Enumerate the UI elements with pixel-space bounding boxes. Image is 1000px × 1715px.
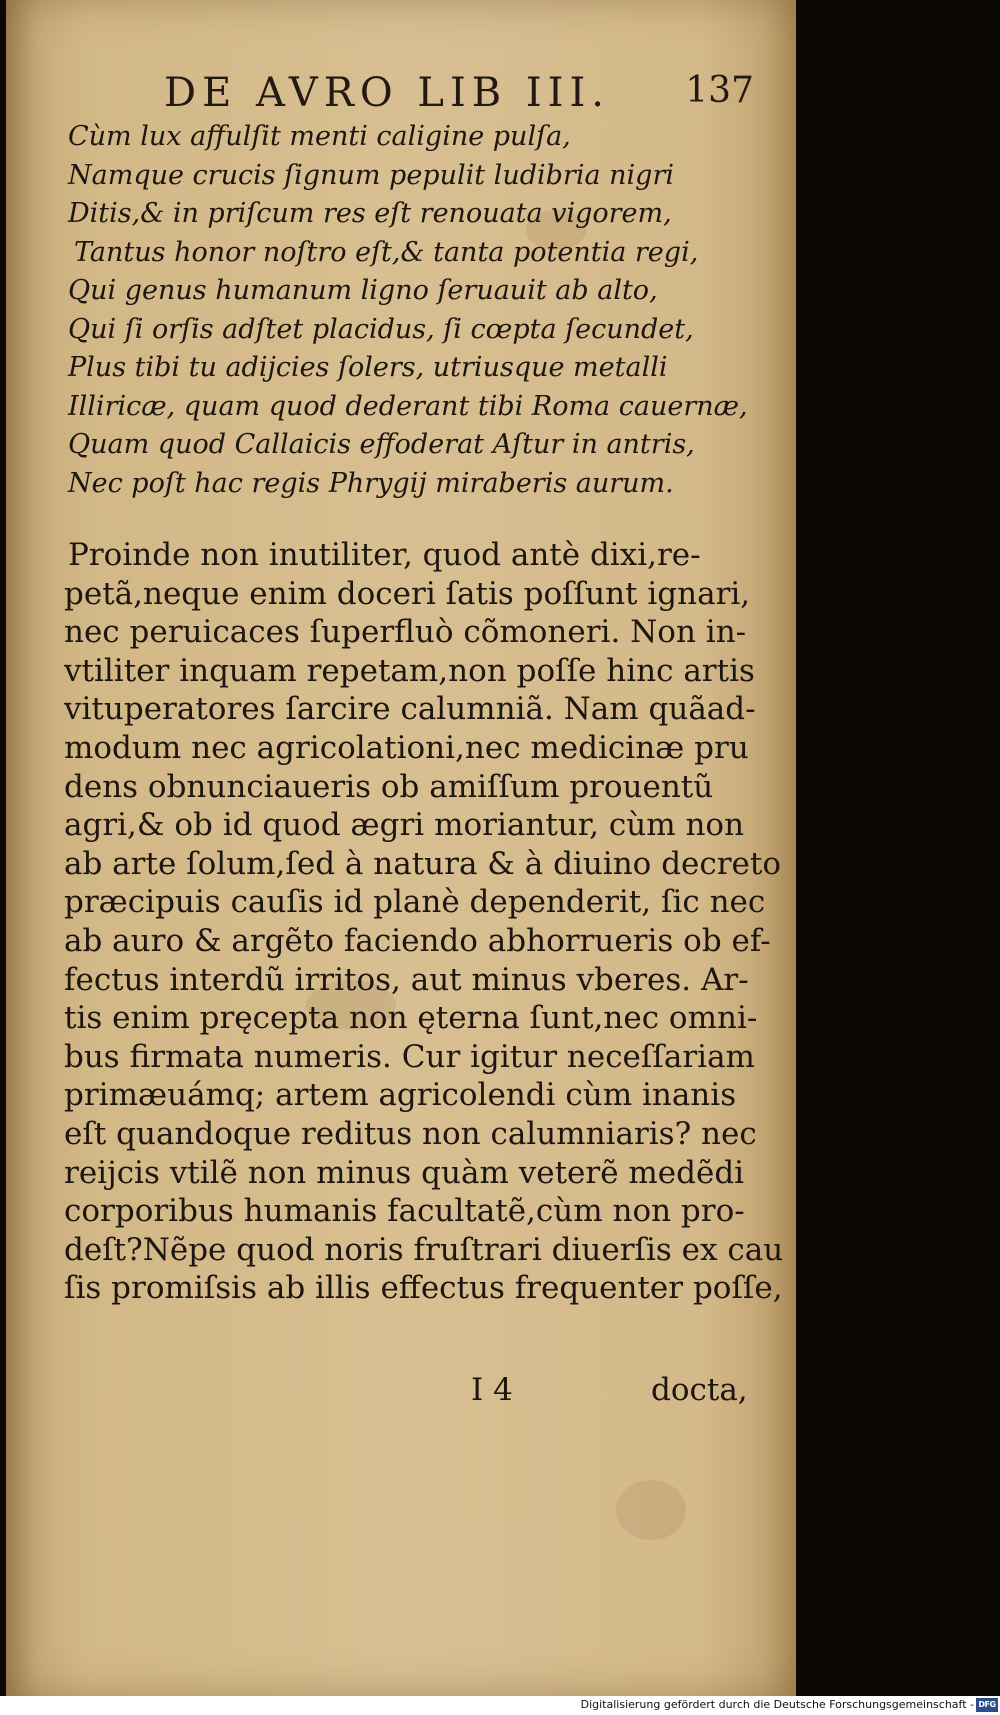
prose-line: dens obnunciaueris ob amiſſum prouentũ <box>64 768 714 805</box>
verse-line: Illiricæ, quam quod dederant tibi Roma cauernæ, <box>68 390 748 422</box>
prose-line: agri,& ob id quod ægri moriantur, cùm non <box>64 807 745 844</box>
page-header <box>164 70 754 120</box>
prose-line: vituperatores ſarcire calumniã. Nam quãad- <box>64 691 756 728</box>
prose-line: reijcis vtilẽ non minus quàm veterẽ medẽdi <box>64 1154 745 1191</box>
verse-line: Plus tibi tu adijcies ſolers, utriusque metalli <box>68 352 668 383</box>
prose-line: fectus interdũ irritos, aut minus vberes. Ar- <box>64 961 749 998</box>
verse-line: Namque crucis ſignum pepulit ludibria nigri <box>68 159 674 191</box>
prose-line: vtiliter inquam repetam,non poſſe hinc artis <box>64 652 755 689</box>
verse-line: Qui ſi orſis adſtet placidus, ſi cœpta ſecundet, <box>68 313 694 345</box>
prose-line: deſt?Nẽpe quod noris fruſtrari diuerſis ex cau <box>64 1231 784 1268</box>
book-page <box>6 0 796 1696</box>
signature-mark: I 4 <box>471 1372 513 1408</box>
verse-line: Quam quod Callaicis effoderat Aſtur in antris, <box>68 429 695 460</box>
prose-line: ſis promiſsis ab illis effectus frequenter poſſe, <box>64 1270 783 1307</box>
catchword: docta, <box>651 1372 748 1408</box>
prose-line: tis enim pręcepta non ęterna ſunt,nec omni- <box>64 1000 758 1037</box>
prose-line: modum nec agricolationi,nec medicinæ pru <box>64 729 749 766</box>
verse-block <box>68 118 758 503</box>
verse-line: Cùm lux affulſit menti caligine pulſa, <box>68 121 571 152</box>
prose-line: petã,neque enim doceri ſatis poſſunt ignari, <box>64 575 751 612</box>
prose-line: corporibus humanis facultatẽ,cùm non pro- <box>64 1193 745 1230</box>
prose-line: ab auro & argẽto faciendo abhorrueris ob ef- <box>64 922 771 959</box>
verse-line: Tantus honor noſtro eſt,& tanta potentia regi, <box>74 236 699 268</box>
footer-credit: Digitalisierung gefördert durch die Deutsche Forschungsgemeinschaft - <box>580 1698 974 1711</box>
verse-line: Nec poſt hac regis Phrygij miraberis aurum. <box>68 467 674 499</box>
prose-line: nec peruicaces ſuperfluò cõmoneri. Non in- <box>64 614 747 651</box>
prose-line: primæuámq; artem agricolendi cùm inanis <box>64 1077 737 1114</box>
paper-stain <box>616 1480 686 1540</box>
page-number: 137 <box>685 70 754 111</box>
verse-line: Qui genus humanum ligno ſeruauit ab alto, <box>68 275 658 306</box>
prose-block <box>64 536 784 1308</box>
digitization-footer <box>0 1696 1000 1715</box>
prose-line: Proinde non inutiliter, quod antè dixi,re- <box>68 537 701 573</box>
prose-line: præcipuis cauſis id planè dependerit, ſic nec <box>64 884 766 921</box>
prose-line: ab arte ſolum,ſed à natura & à diuino decreto <box>64 845 782 882</box>
running-head: DE AVRO LIB III. <box>164 70 610 116</box>
dfg-logo-icon: DFG <box>976 1698 998 1712</box>
verse-line: Ditis,& in priſcum res eſt renouata vigorem, <box>68 198 672 229</box>
prose-line: bus firmata numeris. Cur igitur neceſſariam <box>64 1038 755 1075</box>
prose-line: eſt quandoque reditus non calumniaris? nec <box>64 1115 757 1152</box>
